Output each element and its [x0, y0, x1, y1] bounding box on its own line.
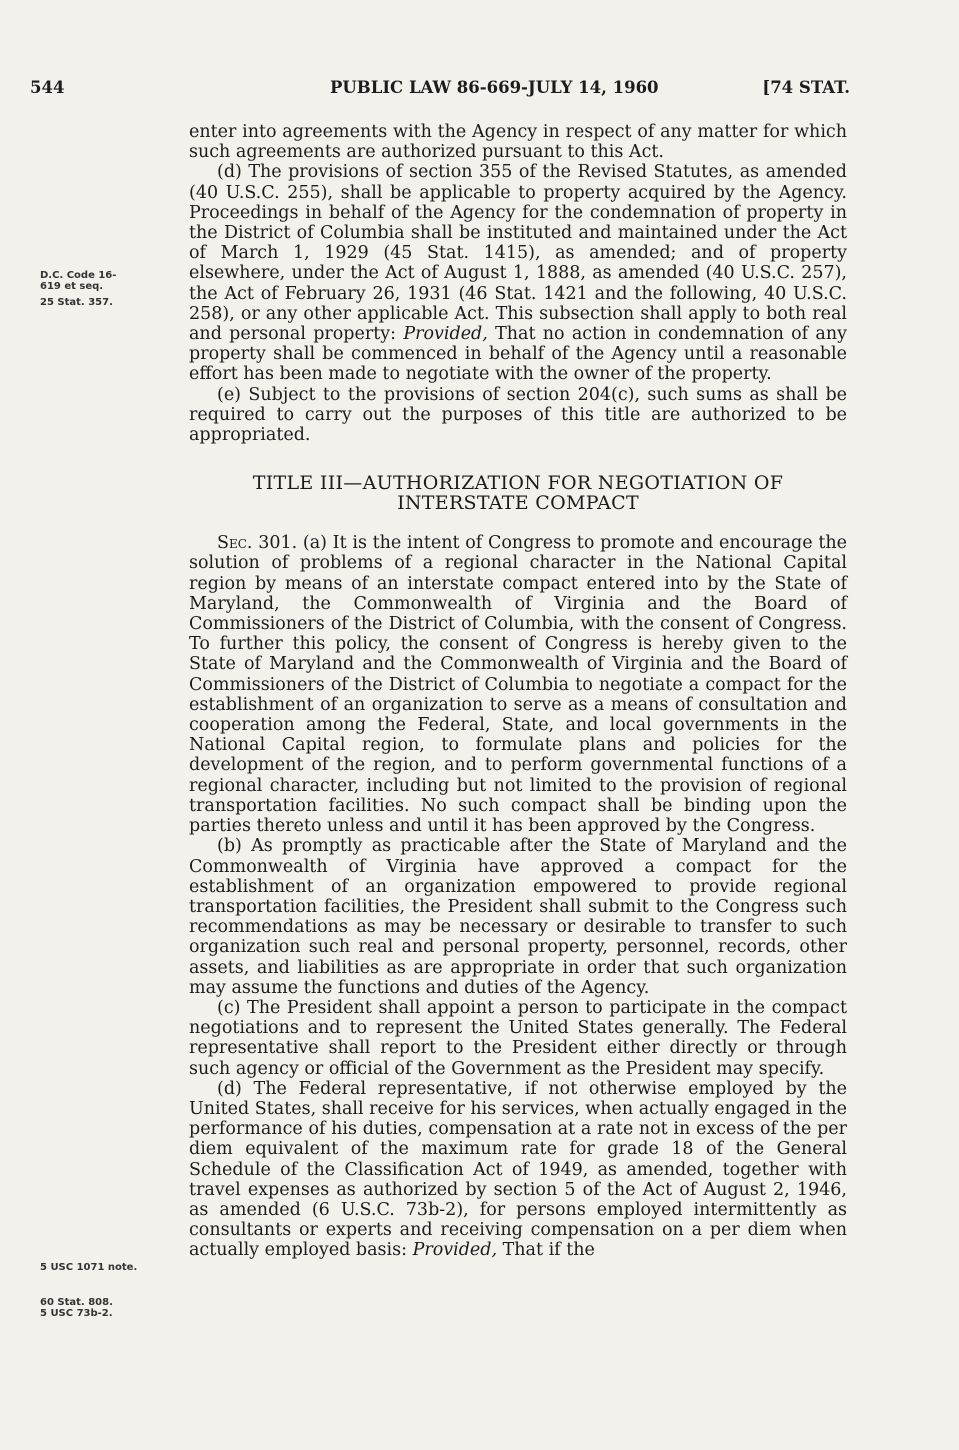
volume-reference: [74 STAT.	[762, 78, 850, 97]
paragraph-section-301c: (c) The President shall appoint a person to participate in the compact negotiations and to represent the United States generally. The Federal representative shall report to the President either directly or through such agency or official of the Government as the President may specify.	[189, 997, 847, 1079]
margin-note-dc-code-line2: 619 et seq.	[40, 281, 104, 292]
paragraph-subsection-d-text: (d) The provisions of section 355 of the Revised Statutes, as amended (40 U.S.C. 255), shall be applicable to property acquired by the Agency. Proceedings in behalf of the Agency for the condemnation of property in the District of Columbia shall be instituted and maintained under the Act of March 1, 1929 (45 Stat. 1415), as amended; and of property elsewhere, under the Act of August 1, 1888, as amended (40 U.S.C. 257), the Act of February 26, 1931 (46 Stat. 1421 and the following, 40 U.S.C. 258), or any other applicable Act. This subsection shall apply to both real and personal property:	[189, 162, 847, 345]
paragraph-subsection-d-end: That no action in condemnation of any property shall be commenced in behalf of the Agency until a reasonable effort has been made to negotiate with the owner of the property.	[189, 324, 847, 385]
paragraph-section-301d-end: That if the	[497, 1240, 595, 1261]
paragraph-section-301d	[189, 1079, 847, 1261]
paragraph-agreements: enter into agreements with the Agency in respect of any matter for which such agreements are authorized pursuant to this Act.	[189, 122, 847, 163]
margin-note-25-stat: 25 Stat. 357.	[40, 297, 113, 308]
margin-note-5-usc-1071: 5 USC 1071 note.	[40, 1262, 138, 1273]
page-header	[30, 78, 850, 104]
provided-italic: Provided,	[403, 324, 488, 345]
title-heading	[189, 473, 847, 513]
paragraph-section-301b: (b) As promptly as practicable after the State of Maryland and the Commonwealth of Virginia have approved a compact for the establishment of an organization empowered to provide regional transportation facilities, the President shall submit to the Congress such recommendations as may be necessary or desirable to transfer to such organization such real and personal property, personnel, records, other assets, and liabilities as are appropriate in order that such organization may assume the functions and duties of the Agency.	[189, 836, 847, 998]
paragraph-subsection-e: (e) Subject to the provisions of section 204(c), such sums as shall be required to carry out the purposes of this title are authorized to be appropriated.	[189, 384, 847, 446]
paragraph-section-301d-text: (d) The Federal representative, if not otherwise employed by the United States, shall receive for his services, when actually engaged in the performance of his duties, compensation at a rate not in excess of the per diem equivalent of the maximum rate for grade 18 of the General Schedule of the Classification Act of 1949, as amended, together with travel expenses as authorized by section 5 of the Act of August 2, 1946, as amended (6 U.S.C. 73b-2), for persons employed intermittently as consultants or experts and receiving compensation on a per diem when actually employed basis:	[189, 1078, 847, 1261]
title-line-2: INTERSTATE COMPACT	[397, 492, 639, 515]
paragraph-section-301a-text: (a) It is the intent of Congress to promote and encourage the solution of problems of a regional character in the National Capital region by means of an interstate compact entered into by the State of Maryland, the Commonwealth of Virginia and the Board of Commissioners of the District of Columbia, with the consent of Congress. To further this policy, the consent of Congress is hereby given to the State of Maryland and the Commonwealth of Virginia and the Board of Commissioners of the District of Columbia to negotiate a compact for the establishment of an organization to serve as a means of consultation and cooperation among the Federal, State, and local governments in the National Capital region, to formulate plans and policies for the development of the region, and to perform governmental functions of a regional character, including but not limited to the provision of regional transportation facilities. No such compact shall be binding upon the parties thereto unless and until it has been approved by the Congress.	[189, 533, 847, 837]
section-label: Sec. 301.	[217, 533, 298, 554]
paragraph-section-301a	[189, 533, 847, 836]
page-number: 544	[30, 78, 65, 97]
provided-italic-2: Provided,	[412, 1240, 498, 1261]
title-line-1: TITLE III—AUTHORIZATION FOR NEGOTIATION OF	[252, 472, 784, 495]
margin-note-60-stat-line2: 5 USC 73b-2.	[40, 1308, 113, 1319]
margin-note-dc-code-line1: D.C. Code 16-	[40, 270, 117, 281]
paragraph-subsection-d	[189, 162, 847, 384]
margin-note-60-stat-line1: 60 Stat. 808.	[40, 1297, 113, 1308]
margin-note-dc-code	[40, 270, 180, 292]
margin-note-60-stat	[40, 1297, 180, 1319]
running-head: PUBLIC LAW 86-669-JULY 14, 1960	[330, 78, 659, 97]
body-text	[189, 122, 847, 1261]
